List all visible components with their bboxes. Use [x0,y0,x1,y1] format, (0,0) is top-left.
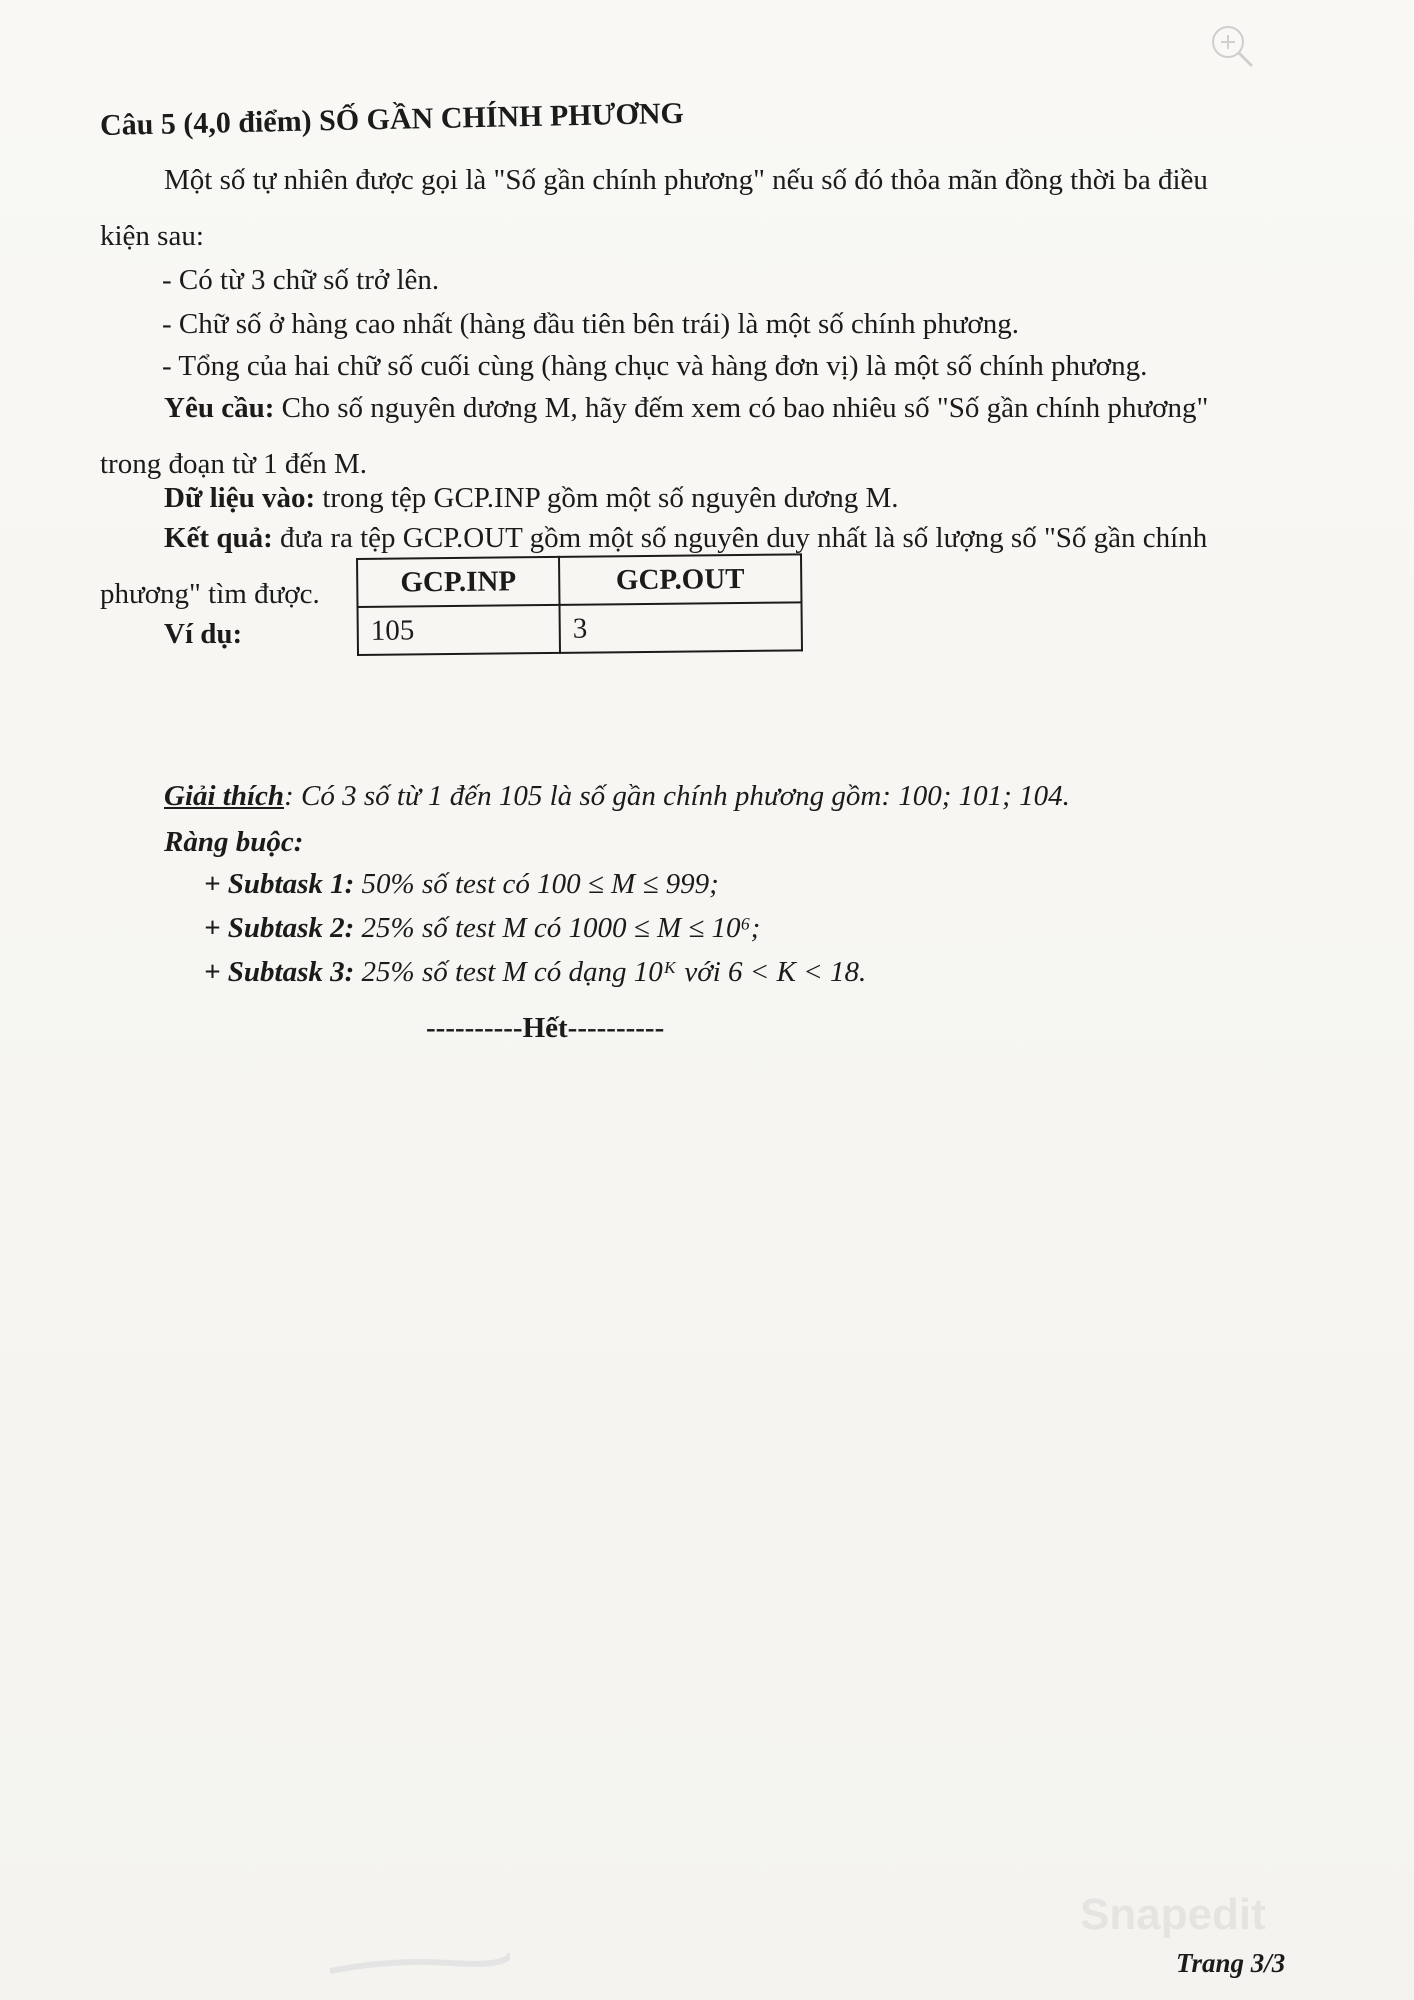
subtask-2 [204,910,760,946]
subtask-2-label: + Subtask 2: [204,912,355,944]
requirement-text-1: Cho số nguyên dương M, hãy đếm xem có bao nhiêu số "Số gần chính phương" [281,392,1209,424]
constraints-label: Ràng buộc: [164,826,304,858]
table-cell-output: 3 [560,602,802,653]
table-row [358,602,802,655]
question-title: Câu 5 (4,0 điểm) SỐ GẦN CHÍNH PHƯƠNG [99,96,685,142]
input-text: trong tệp GCP.INP gồm một số nguyên dương M. [322,482,899,514]
requirement-label: Yêu cầu: [164,392,275,424]
subtask-2-text: 25% số test M có 1000 ≤ M ≤ 10⁶; [361,912,761,944]
output-label: Kết quả: [164,522,273,554]
scan-smudge-icon [330,1945,510,1975]
condition-1: - Có từ 3 chữ số trở lên. [162,264,440,296]
example-label: Ví dụ: [164,618,243,650]
subtask-3 [204,954,866,990]
condition-2: - Chữ số ở hàng cao nhất (hàng đầu tiên bên trái) là một số chính phương. [162,308,1020,340]
requirement-line-1 [164,390,1208,426]
explanation-label: Giải thích [164,780,285,812]
subtask-3-text: 25% số test M có dạng 10ᴷ với 6 < K < 18. [361,956,867,988]
input-description [164,480,899,516]
input-label: Dữ liệu vào: [164,482,316,514]
subtask-1-text: 50% số test có 100 ≤ M ≤ 999; [361,868,719,900]
page-number: Trang 3/3 [1176,1948,1286,1978]
output-description-line-2: phương" tìm được. [100,578,320,610]
explanation-text: : Có 3 số từ 1 đến 105 là số gần chính phương gồm: 100; 101; 104. [284,780,1070,812]
output-description-line-1 [164,520,1207,556]
intro-line-1: Một số tự nhiên được gọi là "Số gần chính phương" nếu số đó thỏa mãn đồng thời ba điều [164,164,1208,196]
subtask-3-label: + Subtask 3: [204,956,355,988]
subtask-1-label: + Subtask 1: [204,868,355,900]
requirement-line-2: trong đoạn từ 1 đến M. [100,448,368,480]
intro-line-2: kiện sau: [100,220,204,252]
table-header-input: GCP.INP [357,557,559,607]
explanation-line [164,778,1070,814]
watermark: Snapedit [1080,1890,1266,1939]
table-header-row [357,554,801,607]
end-marker: ----------Hết---------- [426,1012,665,1044]
condition-3: - Tổng của hai chữ số cuối cùng (hàng chục và hàng đơn vị) là một số chính phương. [162,350,1148,382]
zoom-in-icon[interactable] [1208,22,1256,70]
example-table [356,553,803,656]
subtask-1 [204,866,719,902]
output-text-1: đưa ra tệp GCP.OUT gồm một số nguyên duy nhất là số lượng số "Số gần chính [280,522,1208,554]
table-header-output: GCP.OUT [559,554,801,605]
table-cell-input: 105 [358,605,560,655]
